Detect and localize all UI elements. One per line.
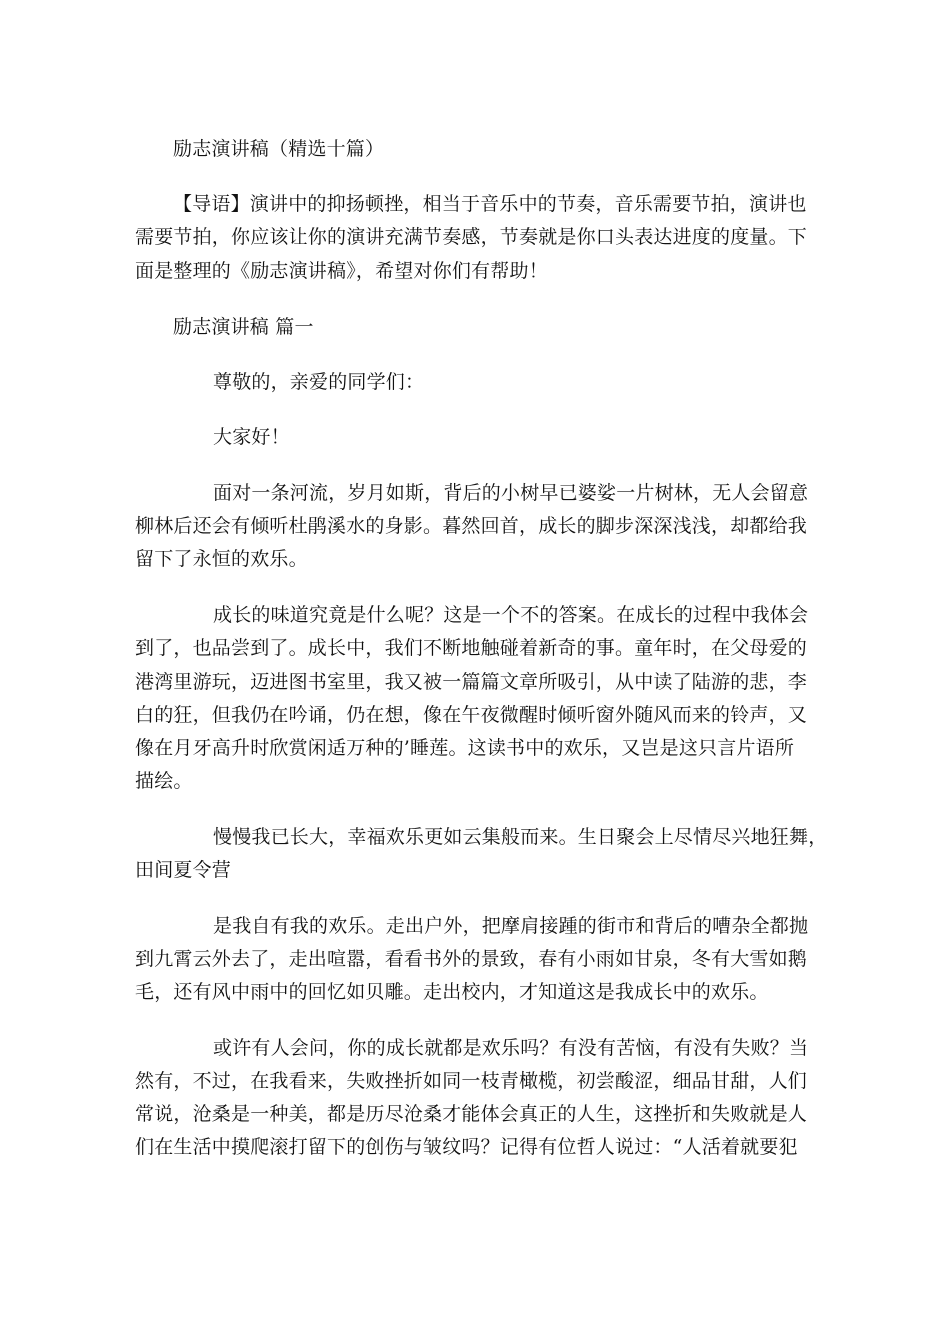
paragraph-3-line-2: 田间夏令营 bbox=[135, 859, 232, 881]
paragraph-5-line-3: 常说，沧桑是一种美，都是历尽沧桑才能体会真正的人生，这挫折和失败就是人 bbox=[135, 1103, 808, 1125]
paragraph-1-line-1: 面对一条河流，岁月如斯，背后的小树早已婆娑一片树林，无人会留意 bbox=[213, 482, 809, 504]
paragraph-3-line-1: 慢慢我已长大，幸福欢乐更如云集般而来。生日聚会上尽情尽兴地狂舞， bbox=[213, 826, 828, 848]
paragraph-2-line-6: 描绘。 bbox=[135, 770, 193, 792]
paragraph-1-line-3: 留下了永恒的欢乐。 bbox=[135, 548, 308, 570]
section-heading: 励志演讲稿 篇一 bbox=[173, 316, 314, 338]
paragraph-2-line-4: 白的狂，但我仍在吟诵，仍在想，像在午夜微醒时倾听窗外随风而来的铃声，又 bbox=[135, 704, 808, 726]
paragraph-1-line-2: 柳林后还会有倾听杜鹃溪水的身影。暮然回首，成长的脚步深深浅浅，却都给我 bbox=[135, 515, 808, 537]
intro-line-2: 需要节拍，你应该让你的演讲充满节奏感，节奏就是你口头表达进度的度量。下 bbox=[135, 226, 808, 248]
document-title: 励志演讲稿（精选十篇） bbox=[173, 138, 385, 160]
greeting: 大家好！ bbox=[213, 426, 290, 448]
paragraph-4-line-2: 到九霄云外去了，走出喧嚣，看看书外的景致，春有小雨如甘泉，冬有大雪如鹅 bbox=[135, 948, 808, 970]
paragraph-2-line-1: 成长的味道究竟是什么呢？这是一个不的答案。在成长的过程中我体会 bbox=[213, 604, 809, 626]
intro-line-3: 面是整理的《励志演讲稿》，希望对你们有帮助！ bbox=[135, 260, 548, 282]
paragraph-2-line-2: 到了，也品尝到了。成长中，我们不断地触碰着新奇的事。童年时，在父母爱的 bbox=[135, 637, 808, 659]
paragraph-2-line-5: 像在月牙高升时欣赏闲适万种的’睡莲。这读书中的欢乐，又岂是这只言片语所 bbox=[135, 737, 795, 759]
paragraph-5-line-2: 然有，不过，在我看来，失败挫折如同一枝青橄榄，初尝酸涩，细品甘甜，人们 bbox=[135, 1070, 808, 1092]
paragraph-5-line-4: 们在生活中摸爬滚打留下的创伤与皱纹吗？记得有位哲人说过：“人活着就要犯 bbox=[135, 1136, 798, 1158]
paragraph-4-line-1: 是我自有我的欢乐。走出户外，把摩肩接踵的街市和背后的嘈杂全都抛 bbox=[213, 915, 809, 937]
paragraph-5-line-1: 或许有人会问，你的成长就都是欢乐吗？有没有苦恼，有没有失败？当 bbox=[213, 1037, 809, 1059]
paragraph-4-line-3: 毛，还有风中雨中的回忆如贝雕。走出校内，才知道这是我成长中的欢乐。 bbox=[135, 981, 769, 1003]
salutation: 尊敬的，亲爱的同学们： bbox=[213, 371, 425, 393]
intro-line-1: 【导语】演讲中的抑扬顿挫，相当于音乐中的节奏，音乐需要节拍，演讲也 bbox=[173, 193, 807, 215]
paragraph-2-line-3: 港湾里游玩，迈进图书室里，我又被一篇篇文章所吸引，从中读了陆游的悲，李 bbox=[135, 671, 808, 693]
